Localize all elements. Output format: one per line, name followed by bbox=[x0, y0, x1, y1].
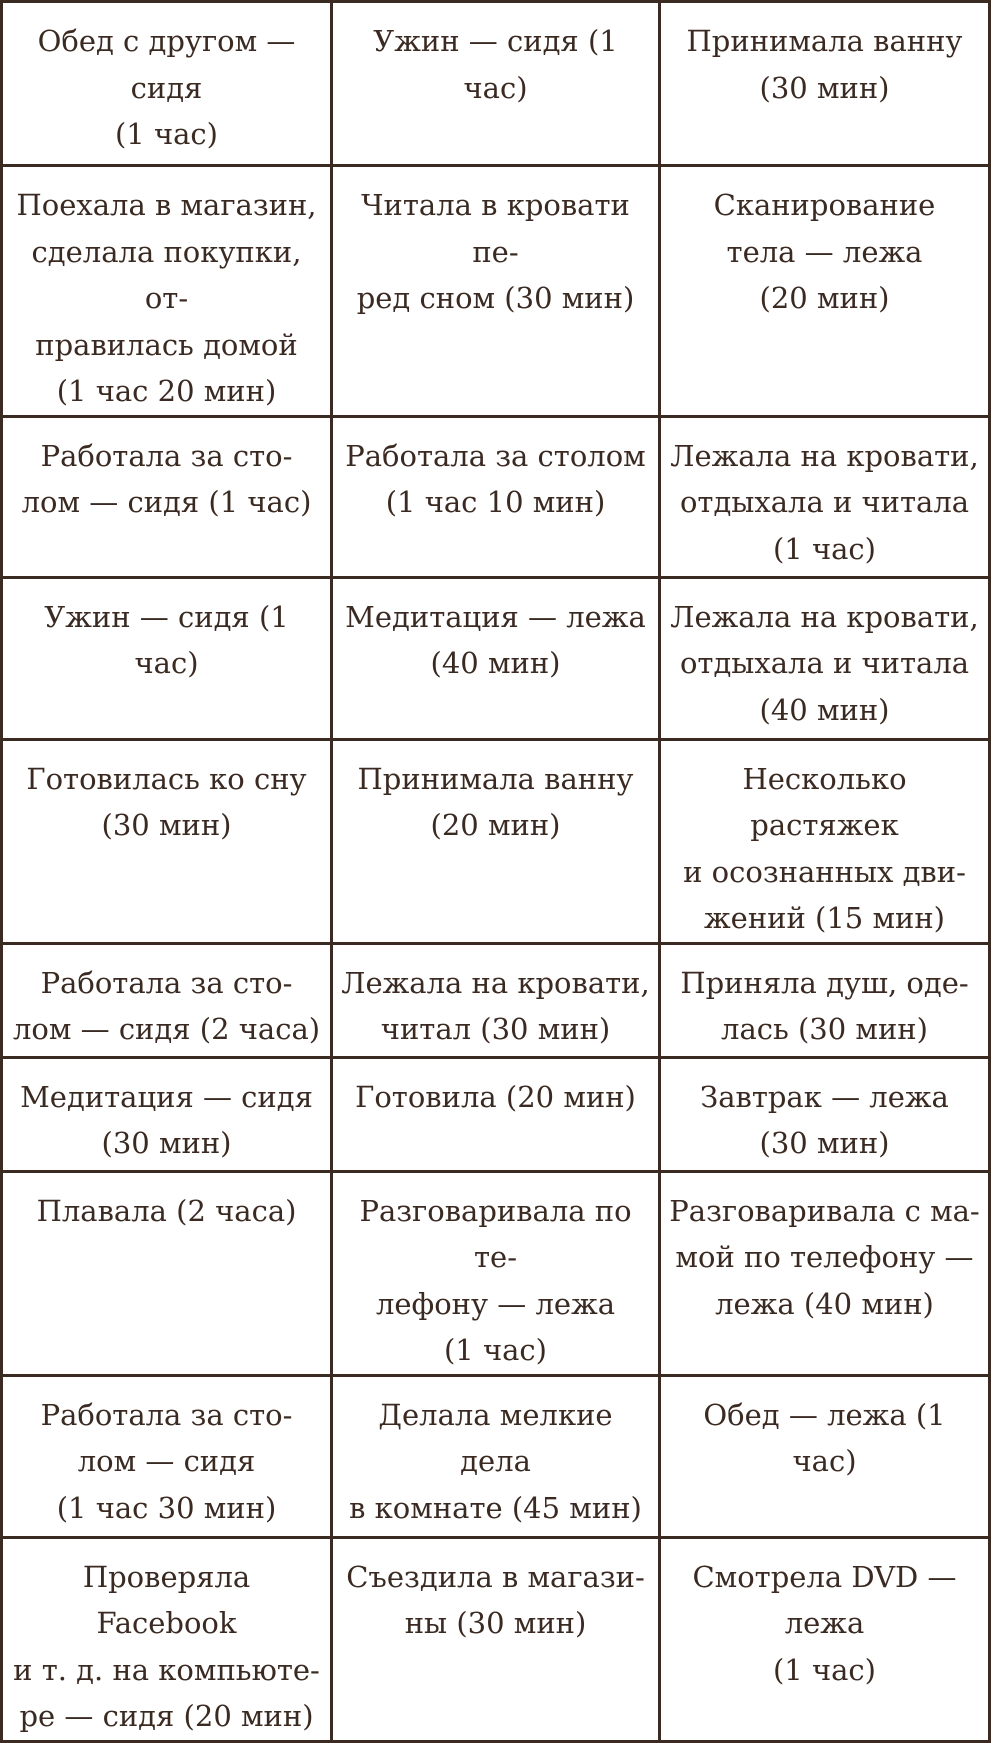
table-row bbox=[2, 2, 990, 166]
activity-log-body bbox=[2, 2, 990, 1742]
table-cell: Ужин — сидя (1 час) bbox=[2, 577, 332, 739]
table-cell: Лежала на кровати, отдыхала и читала (40 мин) bbox=[660, 577, 990, 739]
table-cell: Приняла душ, оде- лась (30 мин) bbox=[660, 943, 990, 1057]
table-row bbox=[2, 1375, 990, 1537]
table-cell: Работала за сто- лом — сидя (1 час) bbox=[2, 416, 332, 577]
table-cell: Медитация — сидя (30 мин) bbox=[2, 1057, 332, 1171]
table-cell: Съездила в магази- ны (30 мин) bbox=[332, 1537, 660, 1741]
table-cell: Делала мелкие дела в комнате (45 мин) bbox=[332, 1375, 660, 1537]
table-cell: Читала в кровати пе- ред сном (30 мин) bbox=[332, 166, 660, 417]
table-cell: Лежала на кровати, отдыхала и читала (1 час) bbox=[660, 416, 990, 577]
table-cell: Разговаривала по те- лефону — лежа (1 час) bbox=[332, 1171, 660, 1375]
table-cell: Завтрак — лежа (30 мин) bbox=[660, 1057, 990, 1171]
table-cell: Готовила (20 мин) bbox=[332, 1057, 660, 1171]
table-cell: Обед с другом — сидя (1 час) bbox=[2, 2, 332, 166]
table-cell: Работала за сто- лом — сидя (1 час 30 мин) bbox=[2, 1375, 332, 1537]
table-row bbox=[2, 577, 990, 739]
table-row bbox=[2, 739, 990, 943]
table-cell: Проверяла Facebook и т. д. на компьюте- ре — сидя (20 мин) bbox=[2, 1537, 332, 1741]
table-cell: Сканирование тела — лежа (20 мин) bbox=[660, 166, 990, 417]
table-cell: Лежала на кровати, читал (30 мин) bbox=[332, 943, 660, 1057]
table-cell: Принимала ванну (30 мин) bbox=[660, 2, 990, 166]
table-cell: Плавала (2 часа) bbox=[2, 1171, 332, 1375]
table-row bbox=[2, 1171, 990, 1375]
table-cell: Несколько растяжек и осознанных дви- жений (15 мин) bbox=[660, 739, 990, 943]
table-cell: Медитация — лежа (40 мин) bbox=[332, 577, 660, 739]
table-cell: Смотрела DVD — лежа (1 час) bbox=[660, 1537, 990, 1741]
table-cell: Ужин — сидя (1 час) bbox=[332, 2, 660, 166]
table-row bbox=[2, 1537, 990, 1741]
table-row bbox=[2, 943, 990, 1057]
table-row bbox=[2, 166, 990, 417]
table-cell: Работала за сто- лом — сидя (2 часа) bbox=[2, 943, 332, 1057]
table-cell: Готовилась ко сну (30 мин) bbox=[2, 739, 332, 943]
table-cell: Разговаривала с ма- мой по телефону — лежа (40 мин) bbox=[660, 1171, 990, 1375]
table-row bbox=[2, 1057, 990, 1171]
table-cell: Работала за столом (1 час 10 мин) bbox=[332, 416, 660, 577]
table-cell: Поехала в магазин, сделала покупки, от- правилась домой (1 час 20 мин) bbox=[2, 166, 332, 417]
table-row bbox=[2, 416, 990, 577]
table-cell: Обед — лежа (1 час) bbox=[660, 1375, 990, 1537]
table-cell: Принимала ванну (20 мин) bbox=[332, 739, 660, 943]
